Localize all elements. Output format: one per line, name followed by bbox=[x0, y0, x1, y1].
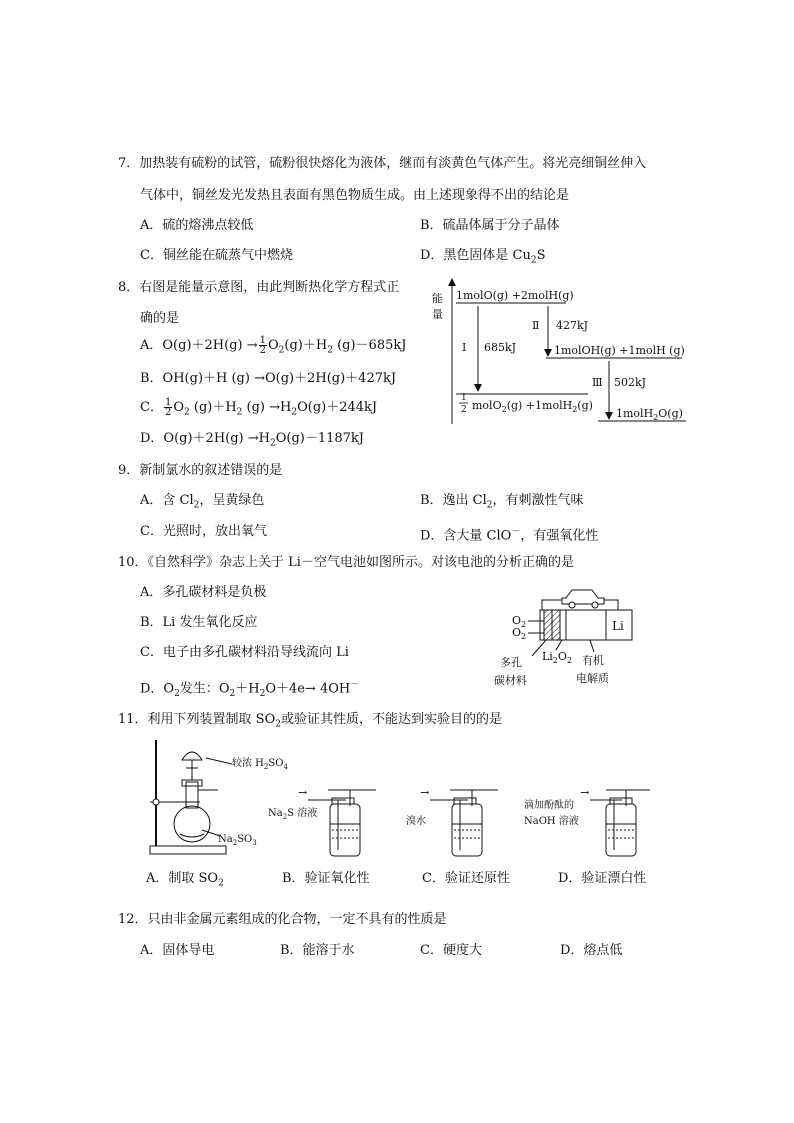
level-mid-label: 1molOH(g) +1molH (g) bbox=[554, 344, 685, 357]
arrow-b: → bbox=[298, 786, 308, 799]
q7-stem-line2: 气体中，铜丝发光发热且表面有黑色物质生成。由上述现象得不出的结论是 bbox=[140, 188, 570, 203]
q10-option-c: C．电子由多孔碳材料沿导线流向 Li bbox=[140, 645, 349, 660]
level-low-label: molO$_2$(g) +1molH$_2$(g) bbox=[472, 399, 593, 414]
level-bottom-label: 1molH$_2$O(g) bbox=[616, 407, 683, 422]
q10-option-a: A．多孔碳材料是负极 bbox=[140, 585, 267, 600]
q7-stem-line1: 7．加热装有硫粉的试管，硫粉很快熔化为液体，继而有淡黄色气体产生。将光亮细铜丝伸入 bbox=[118, 156, 647, 171]
q10-stem: 10．《自然科学》杂志上关于 Li－空气电池如图所示。对该电池的分析正确的是 bbox=[118, 555, 574, 570]
li-electrode-label: Li bbox=[612, 619, 624, 633]
svg-text:→: → bbox=[580, 786, 590, 799]
q11-option-b: B．验证氧化性 bbox=[282, 871, 370, 886]
apparatus-a bbox=[140, 734, 288, 860]
q7-option-c: C．铜丝能在硫蒸气中燃烧 bbox=[140, 248, 293, 263]
electrolyte-label-2: 电解质 bbox=[576, 672, 609, 685]
acid-label: 较浓 $H_2SO_4$ bbox=[232, 758, 288, 771]
q12-option-d: D．熔点低 bbox=[560, 943, 623, 958]
q10-option-d: D．$O_2$发生：$O_2+H_2O+4e\to 4OH^-$ bbox=[140, 680, 360, 699]
q9-stem: 9．新制氯水的叙述错误的是 bbox=[118, 463, 283, 478]
axis-label-2: 量 bbox=[432, 308, 443, 321]
value-685: 685kJ bbox=[484, 341, 517, 354]
q8-stem-line2: 确的是 bbox=[140, 311, 180, 326]
q12-option-c: C．硬度大 bbox=[420, 943, 482, 958]
q11-option-c: C．验证还原性 bbox=[422, 871, 510, 886]
energy-diagram bbox=[428, 276, 690, 430]
q10-option-b: B．Li 发生氧化反应 bbox=[140, 615, 258, 630]
q8-stem-line1: 8．右图是能量示意图，由此判断热化学方程式正 bbox=[118, 280, 400, 295]
q12-option-a: A．固体导电 bbox=[140, 943, 215, 958]
porous-carbon-label-2: 碳材料 bbox=[494, 674, 527, 687]
q7-option-a: A．硫的熔沸点较低 bbox=[140, 218, 254, 233]
bromine-water-label: 溴水 bbox=[406, 816, 426, 827]
li2o2-label: $Li_2O_2$ bbox=[542, 650, 573, 665]
q9-option-c: C．光照时，放出氧气 bbox=[140, 524, 267, 539]
q7-option-d: D．黑色固体是 $Cu_2S$ bbox=[420, 248, 546, 266]
o2-label-1: $O_2$ bbox=[512, 614, 527, 629]
o2-label-2: $O_2$ bbox=[512, 626, 527, 641]
value-427: 427kJ bbox=[556, 319, 589, 332]
frac-den: 2 bbox=[461, 405, 467, 415]
label-III: Ⅲ bbox=[592, 376, 603, 389]
car-icon bbox=[562, 590, 604, 608]
porous-carbon-label-1: 多孔 bbox=[500, 656, 522, 669]
svg-text:→: → bbox=[420, 786, 430, 799]
label-I: Ⅰ bbox=[462, 341, 467, 354]
value-502: 502kJ bbox=[614, 376, 647, 389]
level-top-label: 1molO(g) +2molH(g) bbox=[456, 289, 574, 302]
phenolphthalein-label-2: NaOH 溶液 bbox=[524, 816, 579, 827]
q9-option-d: D．含大量 ClO－，有强氧化性 bbox=[420, 527, 599, 544]
frac-num: 1 bbox=[461, 393, 467, 403]
q8-option-a: A．O(g)＋2H(g) → $\frac{1}{2}$ $O_2(g)+H_2$ (g)－685kJ bbox=[140, 335, 407, 356]
phenolphthalein-label-1: 滴加酚酞的 bbox=[524, 800, 574, 811]
apparatus-c bbox=[406, 784, 506, 864]
axis-label-1: 能 bbox=[432, 292, 443, 305]
na2so3-label: $Na_2SO_3$ bbox=[218, 834, 257, 847]
q9-option-a: A．含 $Cl_2$，呈黄绿色 bbox=[140, 493, 265, 511]
q11-stem: 11．利用下列装置制取 $SO_2$或验证其性质，不能达到实验目的的是 bbox=[118, 712, 502, 730]
q9-option-b: B．逸出 $Cl_2$，有刺激性气味 bbox=[420, 493, 584, 511]
na2s-label: $Na_2S$ 溶液 bbox=[268, 808, 318, 821]
q11-option-d: D．验证漂白性 bbox=[558, 871, 647, 886]
label-II: Ⅱ bbox=[532, 319, 540, 332]
apparatus-b bbox=[268, 784, 380, 864]
q7-option-b: B．硫晶体属于分子晶体 bbox=[420, 218, 560, 233]
q11-option-a: A．制取 $SO_2$ bbox=[146, 871, 224, 889]
q8-option-b: B．OH(g)＋H (g) →O(g)＋2H(g)＋427kJ bbox=[140, 371, 397, 386]
q12-stem: 12．只由非金属元素组成的化合物，一定不具有的性质是 bbox=[118, 912, 447, 927]
battery-diagram bbox=[494, 578, 650, 690]
apparatus-d bbox=[522, 784, 654, 864]
q8-option-c: C． $\frac{1}{2}$ $O_2$ $(g)+H_2$ $(g) \to H_2O(g)+244kJ$ bbox=[140, 397, 378, 418]
q12-option-b: B．能溶于水 bbox=[280, 943, 355, 958]
electrolyte-label-1: 有机 bbox=[582, 654, 604, 667]
q8-option-d: D．$O(g)+2H(g) \to H_2O(g)-1187kJ$ bbox=[140, 431, 365, 449]
